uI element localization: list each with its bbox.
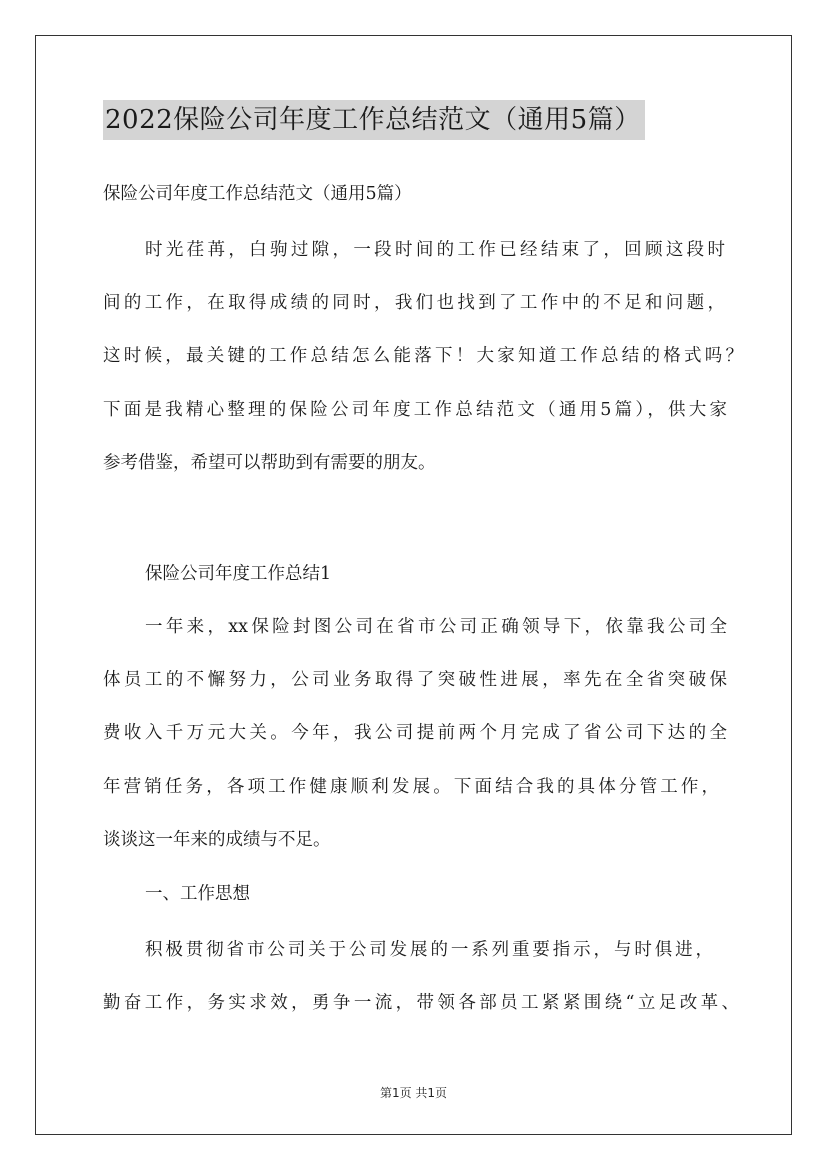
paragraph-line: 一年来，xx保险封图公司在省市公司正确领导下，依靠我公司全 bbox=[145, 617, 727, 637]
page-number: 第1页 共1页 bbox=[379, 1086, 448, 1100]
intro-line: 时光荏苒，白驹过隙，一段时间的工作已经结束了，回顾这段时 bbox=[145, 240, 725, 260]
paragraph-line: 费收入千万元大关。今年，我公司提前两个月完成了省公司下达的全 bbox=[103, 723, 727, 743]
subheading: 一、工作思想 bbox=[145, 884, 250, 904]
intro-line: 这时候，最关键的工作总结怎么能落下！大家知道工作总结的格式吗？ bbox=[103, 346, 743, 366]
document-title: 2022保险公司年度工作总结范文（通用5篇） bbox=[103, 100, 645, 140]
paragraph-line: 积极贯彻省市公司关于公司发展的一系列重要指示，与时俱进， bbox=[145, 940, 713, 960]
paragraph-line: 体员工的不懈努力，公司业务取得了突破性进展，率先在全省突破保 bbox=[103, 670, 727, 690]
document-subtitle: 保险公司年度工作总结范文（通用5篇） bbox=[103, 184, 412, 204]
section-heading: 保险公司年度工作总结1 bbox=[145, 564, 332, 584]
paragraph-line: 年营销任务，各项工作健康顺利发展。下面结合我的具体分管工作， bbox=[103, 777, 719, 797]
paragraph-line: 勤奋工作，务实求效，勇争一流，带领各部员工紧紧围绕“立足改革、 bbox=[103, 993, 739, 1013]
paragraph-line: 谈谈这一年来的成绩与不足。 bbox=[103, 830, 331, 850]
intro-line: 下面是我精心整理的保险公司年度工作总结范文（通用5篇），供大家 bbox=[103, 400, 727, 420]
intro-line: 参考借鉴，希望可以帮助到有需要的朋友。 bbox=[103, 453, 436, 473]
intro-line: 间的工作，在取得成绩的同时，我们也找到了工作中的不足和问题， bbox=[103, 293, 725, 313]
